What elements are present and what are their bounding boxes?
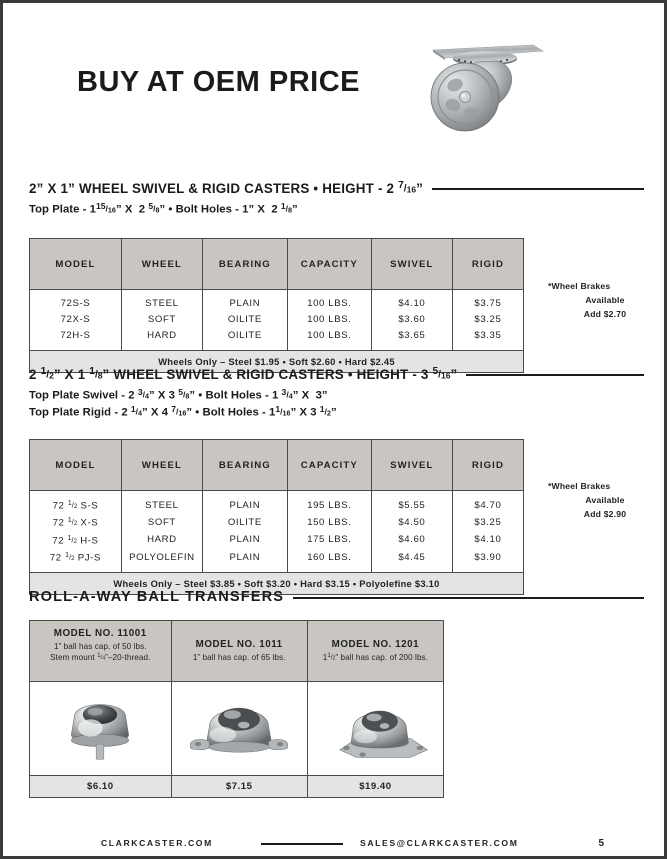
section-heading-2x1 [29,181,644,196]
cell-model: 72 $^1/_2$ PJ-S [30,548,122,572]
ball-transfer-two-bolt-icon [171,682,307,776]
cell-bearing: OILITE [202,514,287,531]
ball-transfers-heading [29,589,644,605]
bt-desc-line-1: 1” ball has cap. of 65 lbs. [192,653,286,662]
section-heading-2half [29,367,644,382]
ball-transfers-table [29,620,444,798]
col-swivel: SWIVEL [371,440,452,491]
cell-bearing: OILITE [202,312,287,328]
cell-capacity: 195 LBS. [287,491,371,514]
table-row [30,328,524,351]
bt-model-label: MODEL NO. 11001 [53,628,147,639]
col-bearing: BEARING [202,239,287,290]
cell-swivel: $5.55 [371,491,452,514]
section-heading-text: 2 $^1/_2$” X 1 $^1/_8$” WHEEL SWIVEL & RIGID CASTERS • HEIGHT - 3 $^5/_{16}$” [29,366,458,382]
cell-model: 72 $^1/_2$ S-S [30,491,122,514]
cell-swivel: $4.10 [371,290,452,312]
bt-model-label: MODEL NO. 1011 [195,639,283,650]
brakes-line-1: *Wheel Brakes [548,481,611,491]
ball-transfer-stem-mount-icon [30,682,172,776]
footer-website[interactable]: CLARKCASTER.COM [101,838,213,848]
brakes-line-3: Add $2.90 [583,509,627,520]
heading-rule [293,597,644,599]
wheel-brakes-note-2 [546,479,664,522]
brakes-line-2: Available [585,295,625,306]
brakes-line-2: Available [585,495,625,506]
col-model: MODEL [30,440,122,491]
wheels-only-note: Wheels Only – Steel $1.95 • Soft $2.60 • Hard $2.45 [30,351,524,373]
footer-rule [261,843,343,845]
cell-capacity: 100 LBS. [287,328,371,351]
section-subtitle-topplate-rigid: Top Plate Rigid - 2 $^1/_4$” X 4 $^7/_{16}$” • Bolt Holes - $1^1/_{16}$” X 3 $^1/_2$” [29,403,337,419]
cell-capacity: 160 LBS. [287,548,371,572]
cell-swivel: $3.65 [371,328,452,351]
cell-wheel: SOFT [121,514,202,531]
table-row [30,514,524,531]
table-row [30,290,524,312]
section-2half-x-1eighth [29,367,644,418]
bt-cell-header-2 [171,621,307,682]
casters-table-2x1 [29,238,524,373]
cell-swivel: $4.60 [371,531,452,548]
cell-model: 72 $^1/_2$ X-S [30,514,122,531]
cell-bearing: PLAIN [202,531,287,548]
bt-price-1: $6.10 [30,776,172,798]
table-row [30,491,524,514]
cell-swivel: $4.45 [371,548,452,572]
col-rigid: RIGID [452,239,523,290]
cell-bearing: PLAIN [202,548,287,572]
brakes-line-1: *Wheel Brakes [548,281,611,291]
heading-rule [466,374,644,376]
bt-price-row [30,776,444,798]
col-model: MODEL [30,239,122,290]
cell-capacity: 175 LBS. [287,531,371,548]
cell-wheel: STEEL [121,491,202,514]
page-number: 5 [598,837,604,849]
brakes-line-3: Add $2.70 [583,309,627,320]
cell-model: 72H-S [30,328,122,351]
ball-transfers-heading-text: ROLL-A-WAY BALL TRANSFERS [29,589,285,605]
cell-rigid: $3.75 [452,290,523,312]
cell-swivel: $4.50 [371,514,452,531]
section-subtitle-topplate-swivel: Top Plate Swivel - 2 $^3/_4$” X 3 $^5/_8$” • Bolt Holes - 1 $^3/_4$” X 3” [29,386,328,402]
cell-wheel: POLYOLEFIN [121,548,202,572]
bt-cell-header-3 [307,621,443,682]
cell-model: 72S-S [30,290,122,312]
bt-cell-header-1 [30,621,172,682]
section-heading-text: 2” X 1” WHEEL SWIVEL & RIGID CASTERS • HEIGHT - 2 $^7/_{16}$” [29,180,424,196]
bt-header-row [30,621,444,682]
page-title: BUY AT OEM PRICE [77,66,360,98]
bt-image-row [30,682,444,776]
cell-wheel: HARD [121,328,202,351]
col-swivel: SWIVEL [371,239,452,290]
section-2x1 [29,181,644,216]
bt-price-2: $7.15 [171,776,307,798]
casters-table-1-wrap [29,238,524,373]
cell-rigid: $3.35 [452,328,523,351]
table-header-row [30,239,524,290]
col-bearing: BEARING [202,440,287,491]
col-wheel: WHEEL [121,239,202,290]
wheels-only-note: Wheels Only – Steel $3.85 • Soft $3.20 • Hard $3.15 • Polyolefine $3.10 [30,573,524,595]
swivel-caster-photo [421,29,551,149]
cell-rigid: $3.25 [452,312,523,328]
cell-wheel: STEEL [121,290,202,312]
casters-table-2-wrap [29,439,524,595]
col-wheel: WHEEL [121,440,202,491]
ball-transfer-four-bolt-icon [307,682,443,776]
cell-capacity: 100 LBS. [287,312,371,328]
bt-price-3: $19.40 [307,776,443,798]
wheel-brakes-note-1 [546,279,664,322]
footer-email[interactable]: SALES@CLARKCASTER.COM [360,838,519,848]
cell-swivel: $3.60 [371,312,452,328]
col-capacity: CAPACITY [287,440,371,491]
bt-desc-line-1: 1” ball has cap. of 50 lbs. [53,642,147,651]
table-row [30,548,524,572]
cell-rigid: $3.25 [452,514,523,531]
cell-capacity: 150 LBS. [287,514,371,531]
cell-bearing: OILITE [202,328,287,351]
section-subtitle-topplate: Top Plate - $1^{15}/_{16}$” X 2 $^5/_8$” • Bolt Holes - 1” X 2 $^1/_8$” [29,200,298,216]
bt-desc-line-2: Stem mount $^1/_4”-20$-thread. [50,652,151,663]
cell-bearing: PLAIN [202,491,287,514]
cell-rigid: $3.90 [452,548,523,572]
table-row [30,312,524,328]
casters-table-2half [29,439,524,595]
cell-rigid: $4.70 [452,491,523,514]
section-ball-transfers [29,589,644,605]
heading-rule [432,188,644,190]
cell-rigid: $4.10 [452,531,523,548]
cell-wheel: HARD [121,531,202,548]
table-row [30,531,524,548]
cell-bearing: PLAIN [202,290,287,312]
cell-capacity: 100 LBS. [287,290,371,312]
col-capacity: CAPACITY [287,239,371,290]
cell-model: 72 $^1/_2$ H-S [30,531,122,548]
cell-model: 72X-S [30,312,122,328]
table-header-row [30,440,524,491]
bt-desc-line-1: $1^1/_2$” ball has cap. of 200 lbs. [322,652,429,662]
cell-wheel: SOFT [121,312,202,328]
col-rigid: RIGID [452,440,523,491]
bt-model-label: MODEL NO. 1201 [331,639,420,650]
ball-transfers-table-wrap [29,620,444,798]
